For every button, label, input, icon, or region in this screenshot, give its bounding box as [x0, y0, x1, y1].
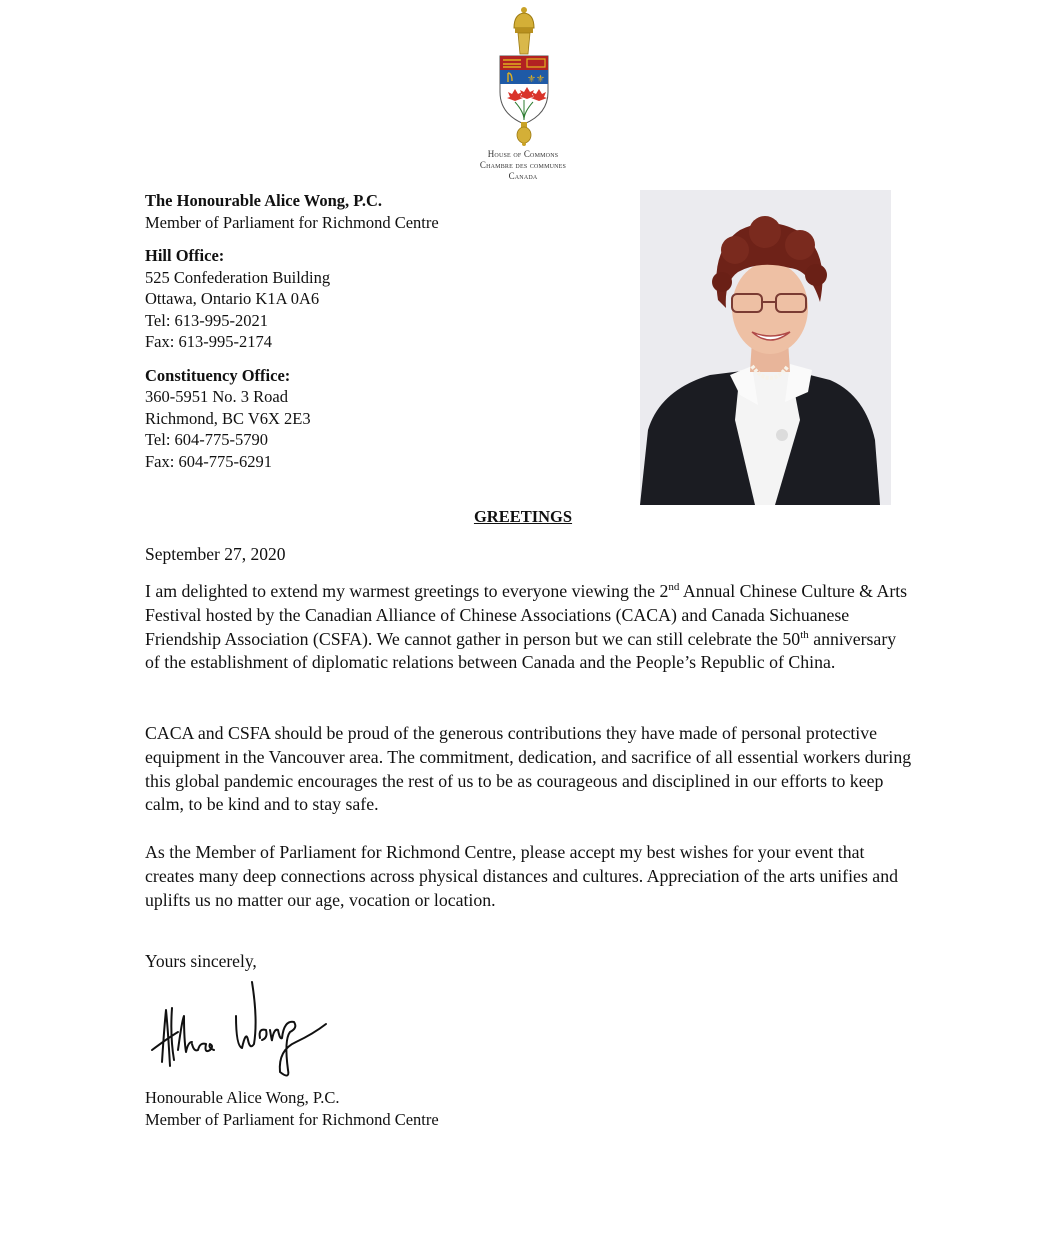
svg-text:⚜⚜: ⚜⚜	[527, 74, 545, 85]
ordinal-suffix-nd: nd	[668, 581, 680, 593]
letter-paragraph-1	[145, 580, 915, 675]
hill-office-address1: 525 Confederation Building	[145, 267, 331, 287]
sender-title: Member of Parliament for Richmond Centre	[145, 212, 439, 232]
hill-office-address2: Ottawa, Ontario K1A 0A6	[145, 289, 320, 308]
letterhead-text	[440, 149, 606, 182]
letterhead-line-canada: Canada	[508, 171, 538, 181]
letter-date: September 27, 2020	[145, 544, 286, 564]
letter-closing: Yours sincerely,	[145, 951, 257, 971]
paragraph-1-part3: anniversary of the establishment of diplomatic relations between Canada and the People’s Republic of China.	[145, 628, 897, 673]
hill-office-heading: Hill Office:	[145, 246, 225, 265]
letter-paragraph-2: CACA and CSFA should be proud of the generous contributions they have made of personal protective equipment in the Vancouver area. The commitment, dedication, and sacrifice of all essential workers during this global pandemic encourages the rest of us to be as courageous and disciplined in our efforts to keep calm, to be kind and to stay safe.	[145, 723, 912, 815]
house-of-commons-crest-icon	[486, 4, 562, 146]
ordinal-suffix-th: th	[800, 628, 809, 641]
hill-office-tel: Tel: 613-995-2021	[145, 310, 269, 330]
signer-name: Honourable Alice Wong, P.C.	[145, 1088, 340, 1107]
sender-block	[145, 190, 439, 472]
portrait-photo	[640, 190, 891, 505]
handwritten-signature	[148, 980, 338, 1080]
constituency-office-tel: Tel: 604-775-5790	[145, 430, 269, 449]
sender-name: The Honourable Alice Wong, P.C.	[145, 191, 382, 210]
constituency-office-address2: Richmond, BC V6X 2E3	[145, 408, 311, 428]
paragraph-1-part2: Annual Chinese Culture & Arts Festival hosted by the Canadian Alliance of Chinese Associations (CACA) and Canada Sichuanese Friendship Association (CSFA). We cannot gather in person but we can still celebrate the 50	[145, 581, 908, 649]
signer-block	[145, 1087, 439, 1131]
constituency-office-fax: Fax: 604-775-6291	[145, 451, 272, 471]
letterhead-line-chambre: Chambre des communes	[479, 160, 567, 170]
constituency-office-address1: 360-5951 No. 3 Road	[145, 387, 288, 406]
letterhead-line-house: House of Commons	[487, 149, 559, 159]
hill-office-fax: Fax: 613-995-2174	[145, 332, 272, 351]
greetings-heading: GREETINGS	[473, 507, 573, 526]
signer-title: Member of Parliament for Richmond Centre	[145, 1110, 439, 1129]
constituency-office-heading: Constituency Office:	[145, 365, 291, 385]
paragraph-1-part1: I am delighted to extend my warmest greetings to everyone viewing the 2	[145, 581, 669, 601]
letter-paragraph-3: As the Member of Parliament for Richmond Centre, please accept my best wishes for your event that creates many deep connections across physical distances and cultures. Appreciation of the arts unifies and uplifts us no matter our age, vocation or location.	[145, 842, 898, 910]
